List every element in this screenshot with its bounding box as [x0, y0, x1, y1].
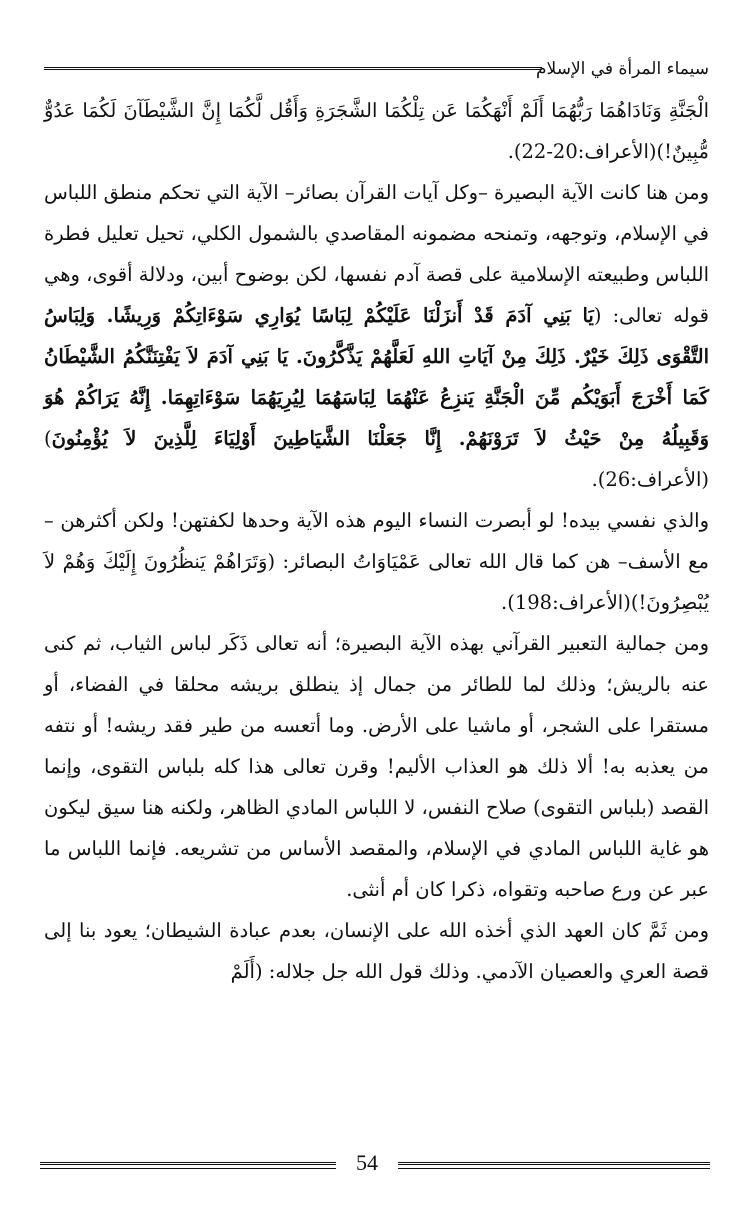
paragraph-2-text: ومن هنا كانت الآية البصيرة –وكل آيات القرآن بصائر– الآية التي تحكم منطق اللباس في الإسلام، وتوجهه، وتمنحه مضمونه المقاصدي بالشمول الكلي، تحيل تعليل فطرة اللباس وطبيعته الإسلامية على قصة آدم نفسها، لكن بوضوح أبين، ودلالة أقوى، وهي قوله تعالى: (: [44, 181, 709, 327]
page-body: [44, 90, 709, 992]
paragraph-2: [44, 172, 709, 500]
paragraph-1: الْجَنَّةِ وَنَادَاهُمَا رَبُّهُمَا أَلَمْ أَنْهَكُمَا عَن تِلْكُمَا الشَّجَرَةِ وَأَقُل لَّكُمَا إِنَّ الشَّيْطَآنَ لَكُمَا عَدُوٌّ مُّبِينٌ!)(الأعراف:20-22).: [44, 99, 709, 163]
quran-verse: يَا بَنِي آدَمَ قَدْ أَنزَلْنَا عَلَيْكُمْ لِبَاسًا يُوَارِي سَوْءَاتِكُمْ وَرِيشًا. وَلِبَاسُ التَّقْوَى ذَلِكَ خَيْرٌ. ذَلِكَ مِنْ آيَاتِ اللهِ لَعَلَّهُمْ يَذَّكَّرُونَ. يَا بَنِي آدَمَ لاَ يَفْتِنَنَّكُمُ الشَّيْطَانُ كَمَا أَخْرَجَ أَبَوَيْكُم مِّنَ الْجَنَّةِ يَنزِعُ عَنْهُمَا لِبَاسَهُمَا لِيُرِيَهُمَا سَوْءَاتِهِمَا. إِنَّهُ يَرَاكُمْ هُوَ وَقَبِيلُهُ مِنْ حَيْثُ لاَ تَرَوْنَهُمْ. إِنَّا جَعَلْنَا الشَّيَاطِينَ أَوْلِيَاءَ لِلَّذِينَ لاَ يُؤْمِنُونَ: [44, 304, 709, 450]
paragraph-4: ومن جمالية التعبير القرآني بهذه الآية البصيرة؛ أنه تعالى ذَكَر لباس الثياب، ثم كنى عنه بالريش؛ وذلك لما للطائر من جمال إذ ينطلق بريشه محلقا في الفضاء، أو مستقرا على الشجر، أو ماشيا على الأرض. وما أتعسه من طير فقد ريشه! أو نتفه من يعذبه به! ألا ذلك هو العذاب الأليم! وقرن تعالى هذا كله بلباس التقوى، وإنما القصد (بلباس التقوى) صلاح النفس، لا اللباس المادي الظاهر، ولكنه هنا سيق ليكون هو غاية اللباس المادي في الإسلام، والمقصد الأساس من تشريعه. فإنما اللباس ما عبر عن ورع صاحبه وتقواه، ذكرا كان أم أنثى.: [44, 632, 709, 901]
running-title: سيماء المرأة في الإسلام: [536, 59, 709, 79]
page-number: 54: [356, 1150, 378, 1175]
page-footer: [40, 1148, 710, 1188]
footer-rule-left: [40, 1162, 336, 1169]
verse-reference: )(الأعراف:26).: [44, 427, 709, 491]
paragraph-3: والذي نفسي بيده! لو أبصرت النساء اليوم هذه الآية وحدها لكفتهن! ولكن أكثرهن –مع الأسف– هن كما قال الله تعالى عَمْيَاوَاتُ البصائر: (وَتَرَاهُمْ يَنظُرُونَ إِلَيْكَ وَهُمْ لاَ يُبْصِرُونَ!)(الأعراف:198).: [44, 509, 709, 614]
footer-rule-right: [398, 1162, 710, 1169]
paragraph-5: ومن ثَمَّ كان العهد الذي أخذه الله على الإنسان، بعدم عبادة الشيطان؛ يعود بنا إلى قصة العري والعصيان الآدمي. وذلك قول الله جل جلاله: (أَلَمْ: [44, 919, 709, 983]
header-double-rule: [44, 67, 542, 70]
running-header: [44, 58, 709, 82]
